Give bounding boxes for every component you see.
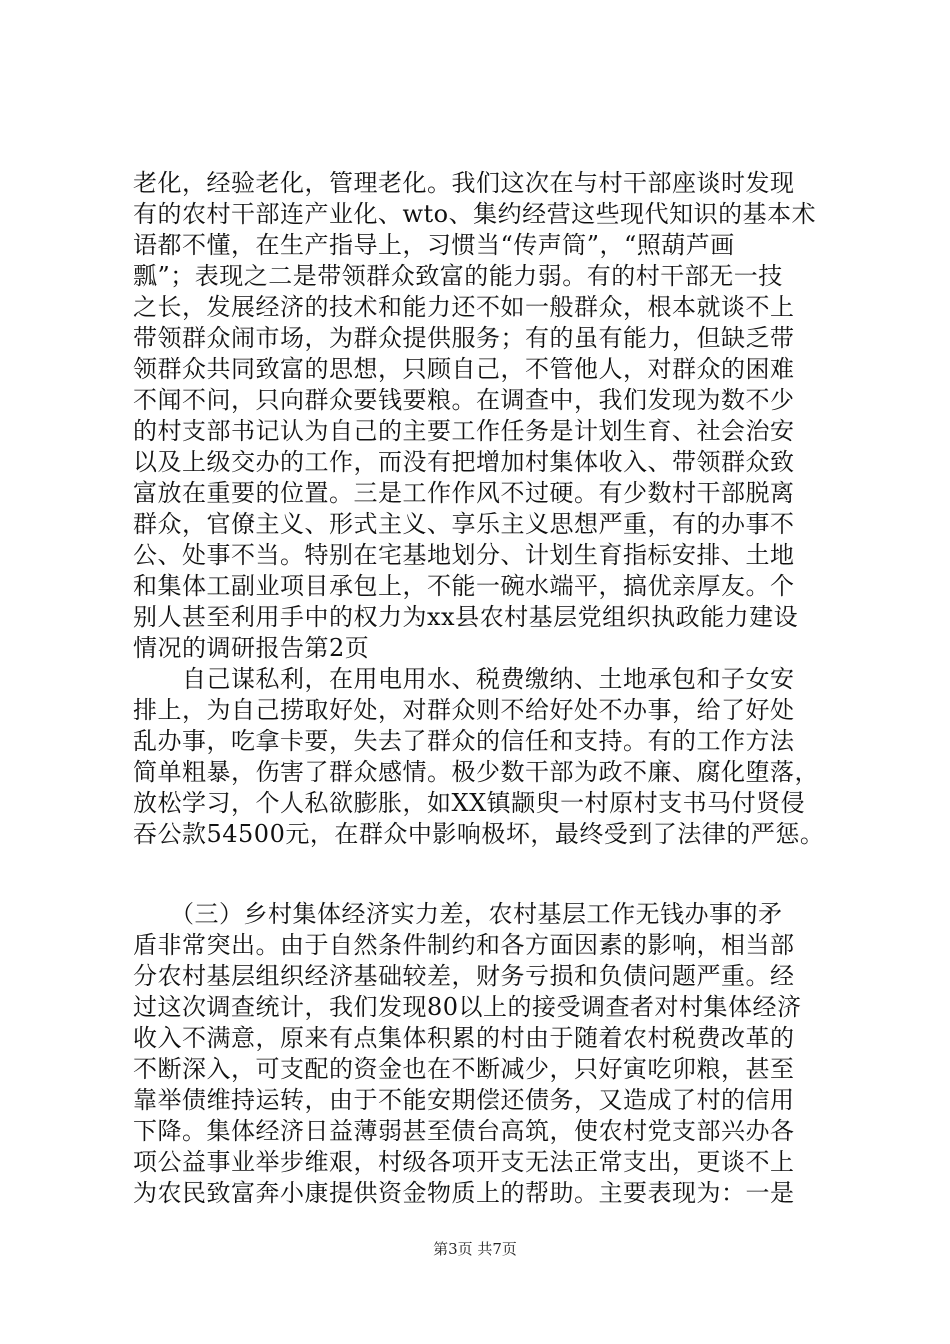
text-line: 和集体工副业项目承包上，不能一碗水端平，搞优亲厚友。个 xyxy=(133,572,795,600)
text-line: 简单粗暴，伤害了群众感情。极少数干部为政不廉、腐化堕落， xyxy=(133,758,819,786)
text-line: 之长，发展经济的技术和能力还不如一般群众，根本就谈不上 xyxy=(133,293,795,321)
text-line: 自己谋私利，在用电用水、税费缴纳、土地承包和子女安 xyxy=(133,665,795,693)
paragraph-2 xyxy=(133,664,833,850)
text-line: 语都不懂，在生产指导上，习惯当“传声筒”，“照葫芦画 xyxy=(133,231,735,259)
text-line: 靠举债维持运转，由于不能安期偿还债务，又造成了村的信用 xyxy=(133,1086,795,1114)
text-line: 下降。集体经济日益薄弱甚至债台高筑，使农村党支部兴办各 xyxy=(133,1117,795,1145)
paragraph-1 xyxy=(133,168,833,664)
text-line: 项公益事业举步维艰，村级各项开支无法正常支出，更谈不上 xyxy=(133,1148,795,1176)
text-line: 收入不满意，原来有点集体积累的村由于随着农村税费改革的 xyxy=(133,1024,795,1052)
text-line: 有的农村干部连产业化、wto、集约经营这些现代知识的基本术 xyxy=(133,200,817,228)
text-line: 过这次调查统计，我们发现80以上的接受调查者对村集体经济 xyxy=(133,993,802,1021)
text-line: 不断深入，可支配的资金也在不断减少，只好寅吃卯粮，甚至 xyxy=(133,1055,795,1083)
text-line: 带领群众闹市场，为群众提供服务；有的虽有能力，但缺乏带 xyxy=(133,324,795,352)
paragraph-gap xyxy=(133,850,833,899)
text-line: 的村支部书记认为自己的主要工作任务是计划生育、社会治安 xyxy=(133,417,795,445)
text-line: 别人甚至利用手中的权力为xx县农村基层党组织执政能力建设 xyxy=(133,603,799,631)
text-line: 吞公款54500元，在群众中影响极坏，最终受到了法律的严惩。 xyxy=(133,820,825,848)
text-line: 分农村基层组织经济基础较差，财务亏损和负债问题严重。经 xyxy=(133,962,795,990)
text-line: 不闻不问，只向群众要钱要粮。在调查中，我们发现为数不少 xyxy=(133,386,795,414)
text-line: 领群众共同致富的思想，只顾自己，不管他人，对群众的困难 xyxy=(133,355,795,383)
text-line: 乱办事，吃拿卡要，失去了群众的信任和支持。有的工作方法 xyxy=(133,727,795,755)
document-body xyxy=(133,168,833,1209)
page-footer: 第3页 共7页 xyxy=(433,1240,517,1258)
text-line: 排上，为自己捞取好处，对群众则不给好处不办事，给了好处 xyxy=(133,696,795,724)
text-line: 情况的调研报告第2页 xyxy=(133,634,370,662)
text-line: 盾非常突出。由于自然条件制约和各方面因素的影响，相当部 xyxy=(133,931,795,959)
paragraph-3 xyxy=(133,899,833,1209)
text-line: 瓢”；表现之二是带领群众致富的能力弱。有的村干部无一技 xyxy=(133,262,783,290)
text-line: 放松学习，个人私欲膨胀，如XX镇颛臾一村原村支书马付贤侵 xyxy=(133,789,806,817)
text-line: 老化，经验老化，管理老化。我们这次在与村干部座谈时发现 xyxy=(133,169,795,197)
text-line: 以及上级交办的工作，而没有把增加村集体收入、带领群众致 xyxy=(133,448,795,476)
text-line: 公、处事不当。特别在宅基地划分、计划生育指标安排、土地 xyxy=(133,541,795,569)
text-line: 富放在重要的位置。三是工作作风不过硬。有少数村干部脱离 xyxy=(133,479,795,507)
text-line: 群众，官僚主义、形式主义、享乐主义思想严重，有的办事不 xyxy=(133,510,795,538)
text-line: 为农民致富奔小康提供资金物质上的帮助。主要表现为：一是 xyxy=(133,1179,795,1207)
text-line: （三）乡村集体经济实力差，农村基层工作无钱办事的矛 xyxy=(133,900,783,928)
